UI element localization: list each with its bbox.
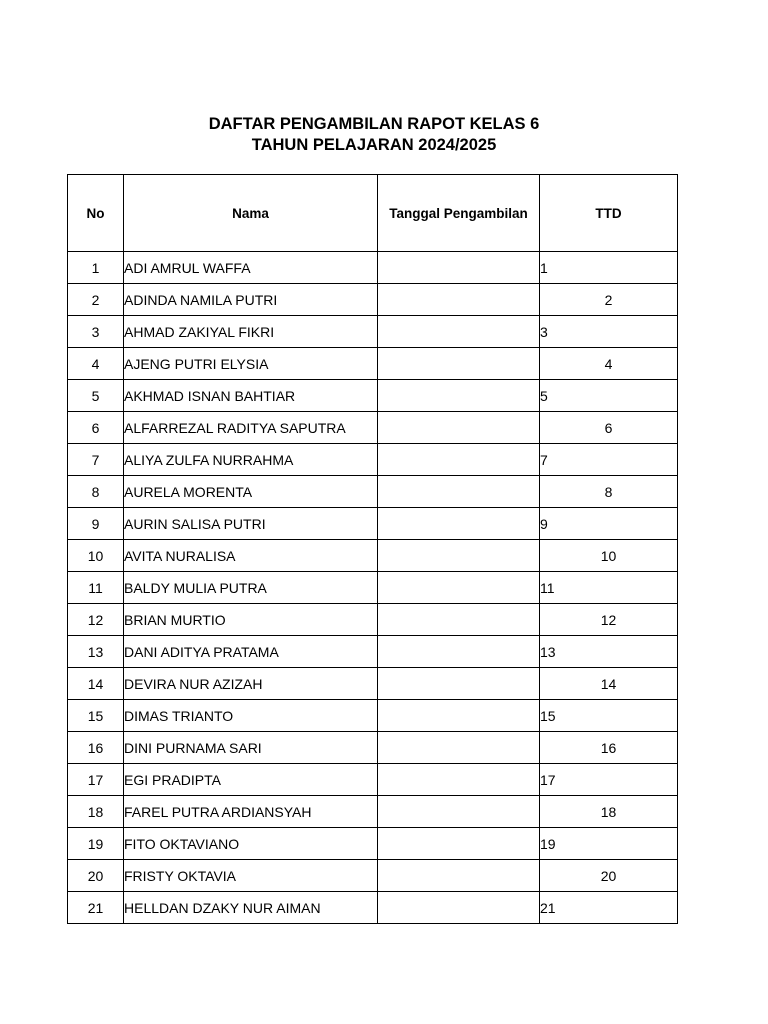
cell-no: 7 — [68, 444, 124, 476]
header-no: No — [68, 175, 124, 252]
table-row — [68, 540, 678, 572]
cell-name: DEVIRA NUR AZIZAH — [124, 668, 378, 700]
header-name: Nama — [124, 175, 378, 252]
cell-name: ADINDA NAMILA PUTRI — [124, 284, 378, 316]
cell-no: 19 — [68, 828, 124, 860]
cell-pickup-date[interactable] — [378, 700, 540, 732]
table-row — [68, 380, 678, 412]
cell-signature[interactable]: 4 — [540, 348, 678, 380]
cell-no: 2 — [68, 284, 124, 316]
cell-pickup-date[interactable] — [378, 508, 540, 540]
table-row — [68, 252, 678, 284]
title-line-1: DAFTAR PENGAMBILAN RAPOT KELAS 6 — [208, 115, 540, 133]
cell-no: 4 — [68, 348, 124, 380]
table-row — [68, 636, 678, 668]
cell-name: FITO OKTAVIANO — [124, 828, 378, 860]
cell-name: ALFARREZAL RADITYA SAPUTRA — [124, 412, 378, 444]
cell-pickup-date[interactable] — [378, 732, 540, 764]
cell-pickup-date[interactable] — [378, 412, 540, 444]
cell-pickup-date[interactable] — [378, 316, 540, 348]
cell-no: 17 — [68, 764, 124, 796]
cell-signature[interactable]: 2 — [540, 284, 678, 316]
cell-signature[interactable]: 21 — [540, 892, 678, 924]
cell-name: AURELA MORENTA — [124, 476, 378, 508]
cell-no: 15 — [68, 700, 124, 732]
cell-name: ALIYA ZULFA NURRAHMA — [124, 444, 378, 476]
cell-name: BRIAN MURTIO — [124, 604, 378, 636]
table-row — [68, 732, 678, 764]
table-row — [68, 892, 678, 924]
table-row — [68, 316, 678, 348]
cell-name: DIMAS TRIANTO — [124, 700, 378, 732]
cell-name: FAREL PUTRA ARDIANSYAH — [124, 796, 378, 828]
cell-signature[interactable]: 11 — [540, 572, 678, 604]
cell-no: 5 — [68, 380, 124, 412]
cell-signature[interactable]: 12 — [540, 604, 678, 636]
cell-pickup-date[interactable] — [378, 444, 540, 476]
cell-pickup-date[interactable] — [378, 828, 540, 860]
pickup-table — [67, 174, 678, 924]
cell-no: 10 — [68, 540, 124, 572]
cell-pickup-date[interactable] — [378, 604, 540, 636]
table-row — [68, 476, 678, 508]
document-title — [0, 114, 748, 156]
cell-pickup-date[interactable] — [378, 252, 540, 284]
cell-name: AHMAD ZAKIYAL FIKRI — [124, 316, 378, 348]
cell-name: AVITA NURALISA — [124, 540, 378, 572]
cell-signature[interactable]: 9 — [540, 508, 678, 540]
cell-pickup-date[interactable] — [378, 540, 540, 572]
cell-pickup-date[interactable] — [378, 764, 540, 796]
cell-signature[interactable]: 17 — [540, 764, 678, 796]
title-line-2: TAHUN PELAJARAN 2024/2025 — [251, 136, 497, 154]
cell-name: BALDY MULIA PUTRA — [124, 572, 378, 604]
table-row — [68, 572, 678, 604]
table-row — [68, 348, 678, 380]
cell-signature[interactable]: 1 — [540, 252, 678, 284]
table-header-row — [68, 175, 678, 252]
cell-name: AURIN SALISA PUTRI — [124, 508, 378, 540]
cell-no: 13 — [68, 636, 124, 668]
cell-no: 6 — [68, 412, 124, 444]
cell-name: ADI AMRUL WAFFA — [124, 252, 378, 284]
cell-no: 21 — [68, 892, 124, 924]
cell-name: FRISTY OKTAVIA — [124, 860, 378, 892]
cell-signature[interactable]: 7 — [540, 444, 678, 476]
cell-no: 14 — [68, 668, 124, 700]
cell-no: 11 — [68, 572, 124, 604]
cell-pickup-date[interactable] — [378, 476, 540, 508]
cell-signature[interactable]: 6 — [540, 412, 678, 444]
cell-pickup-date[interactable] — [378, 572, 540, 604]
cell-name: DANI ADITYA PRATAMA — [124, 636, 378, 668]
cell-pickup-date[interactable] — [378, 348, 540, 380]
table-row — [68, 444, 678, 476]
table-row — [68, 796, 678, 828]
cell-name: EGI PRADIPTA — [124, 764, 378, 796]
cell-signature[interactable]: 10 — [540, 540, 678, 572]
header-date: Tanggal Pengambilan — [378, 175, 540, 252]
cell-signature[interactable]: 16 — [540, 732, 678, 764]
cell-signature[interactable]: 13 — [540, 636, 678, 668]
cell-no: 16 — [68, 732, 124, 764]
cell-no: 3 — [68, 316, 124, 348]
table-row — [68, 860, 678, 892]
cell-pickup-date[interactable] — [378, 860, 540, 892]
cell-signature[interactable]: 15 — [540, 700, 678, 732]
table-body — [68, 252, 678, 924]
cell-signature[interactable]: 14 — [540, 668, 678, 700]
table-row — [68, 284, 678, 316]
cell-pickup-date[interactable] — [378, 668, 540, 700]
cell-no: 18 — [68, 796, 124, 828]
cell-pickup-date[interactable] — [378, 796, 540, 828]
cell-signature[interactable]: 19 — [540, 828, 678, 860]
cell-name: DINI PURNAMA SARI — [124, 732, 378, 764]
cell-pickup-date[interactable] — [378, 380, 540, 412]
table-row — [68, 508, 678, 540]
cell-signature[interactable]: 18 — [540, 796, 678, 828]
cell-name: HELLDAN DZAKY NUR AIMAN — [124, 892, 378, 924]
cell-name: AKHMAD ISNAN BAHTIAR — [124, 380, 378, 412]
table-row — [68, 668, 678, 700]
cell-signature[interactable]: 5 — [540, 380, 678, 412]
cell-pickup-date[interactable] — [378, 636, 540, 668]
cell-signature[interactable]: 20 — [540, 860, 678, 892]
cell-name: AJENG PUTRI ELYSIA — [124, 348, 378, 380]
cell-no: 9 — [68, 508, 124, 540]
cell-signature[interactable]: 3 — [540, 316, 678, 348]
cell-no: 1 — [68, 252, 124, 284]
cell-signature[interactable]: 8 — [540, 476, 678, 508]
table-row — [68, 764, 678, 796]
cell-pickup-date[interactable] — [378, 892, 540, 924]
cell-no: 12 — [68, 604, 124, 636]
cell-no: 8 — [68, 476, 124, 508]
cell-pickup-date[interactable] — [378, 284, 540, 316]
table-row — [68, 604, 678, 636]
header-ttd: TTD — [540, 175, 678, 252]
cell-no: 20 — [68, 860, 124, 892]
table-row — [68, 828, 678, 860]
table-row — [68, 700, 678, 732]
table-row — [68, 412, 678, 444]
